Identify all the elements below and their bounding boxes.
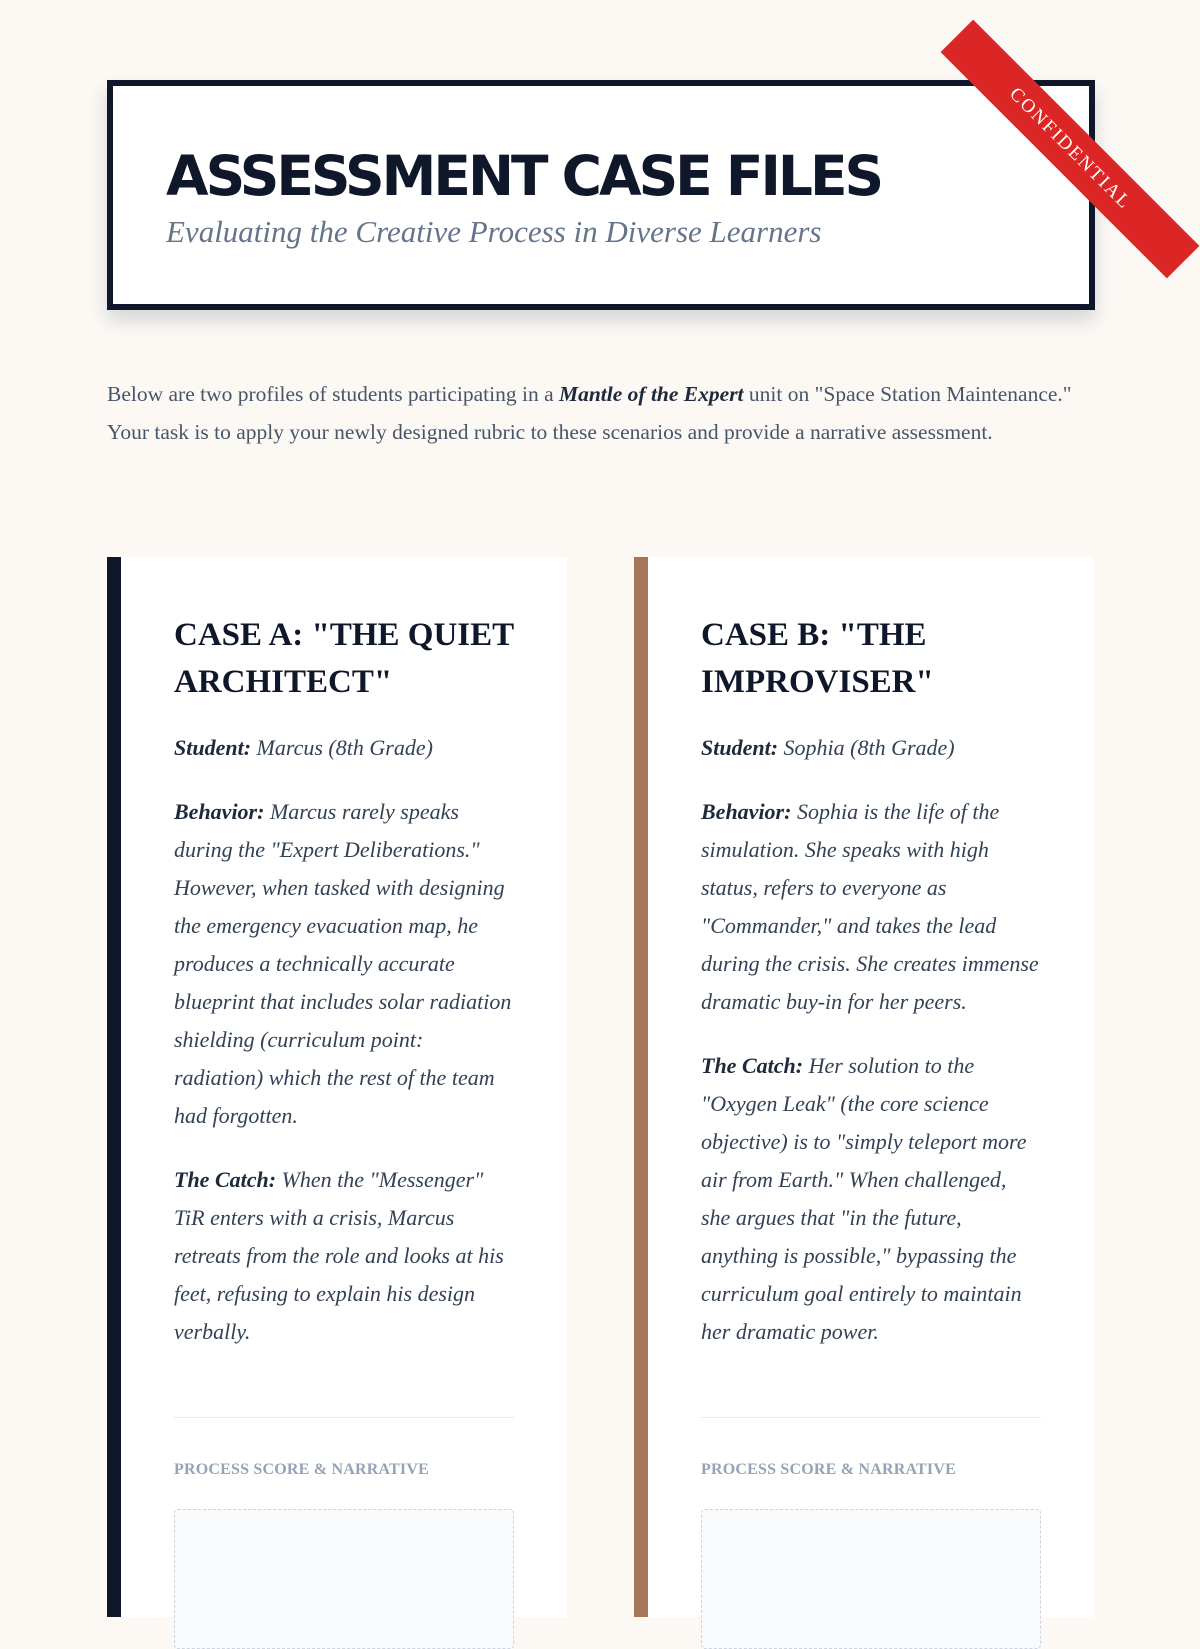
behavior-value: Marcus rarely speaks during the "Expert Deliberations." However, when tasked with designing the emergency evacuation map, he produces a technically accurate blueprint that includes solar radiation shielding (curriculum point: radiation) which the rest of the team had forgotten. [174, 799, 512, 1128]
divider [174, 1417, 514, 1418]
case-files-header [107, 80, 1136, 310]
score-label: PROCESS SCORE & NARRATIVE [174, 1461, 429, 1478]
intro-text-continued: unit on "Space Station Maintenance." Your task is to apply your newly designed rubric to these scenarios and provide a narrative assessment. [107, 382, 1072, 444]
student-value: Sophia (8th Grade) [783, 735, 955, 760]
catch-field [701, 1047, 1041, 1351]
intro-text: Below are two profiles of students participating in a [107, 382, 559, 406]
student-label: Student: [174, 735, 252, 760]
page-subtitle: Evaluating the Creative Process in Diverse Learners [166, 214, 822, 249]
case-card-b [634, 557, 1094, 1617]
divider [701, 1417, 1041, 1418]
intro-paragraph [107, 375, 1097, 451]
behavior-value: Sophia is the life of the simulation. She speaks with high status, refers to everyone as "Commander," and takes the lead during the crisis. She creates immense dramatic buy-in for her peers. [701, 799, 1039, 1014]
behavior-field [701, 793, 1041, 1021]
behavior-label: Behavior: [701, 799, 792, 824]
score-narrative-box[interactable] [701, 1509, 1041, 1649]
catch-value: When the "Messenger" TiR enters with a crisis, Marcus retreats from the role and looks at his feet, refusing to explain his design verbally. [174, 1167, 504, 1344]
case-title: CASE A: "THE QUIET ARCHITECT" [174, 617, 514, 700]
catch-label: The Catch: [174, 1167, 277, 1192]
catch-field [174, 1161, 514, 1351]
student-label: Student: [701, 735, 779, 760]
student-value: Marcus (8th Grade) [256, 735, 433, 760]
page-title: ASSESSMENT CASE FILES [166, 144, 882, 208]
confidential-ribbon: CONFIDENTIAL [941, 20, 1200, 279]
behavior-field [174, 793, 514, 1135]
intro-emphasis: Mantle of the Expert [558, 382, 744, 406]
student-field [701, 729, 1041, 767]
student-field [174, 729, 514, 767]
catch-value: Her solution to the "Oxygen Leak" (the core science objective) is to "simply teleport more air from Earth." When challenged, she argues that "in the future, anything is possible," bypassing the curriculum goal entirely to maintain her dramatic power. [701, 1053, 1027, 1344]
case-title: CASE B: "THE IMPROVISER" [701, 617, 934, 700]
behavior-label: Behavior: [174, 799, 265, 824]
score-narrative-box[interactable] [174, 1509, 514, 1649]
catch-label: The Catch: [701, 1053, 804, 1078]
score-label: PROCESS SCORE & NARRATIVE [701, 1461, 956, 1478]
case-card-a [107, 557, 567, 1617]
